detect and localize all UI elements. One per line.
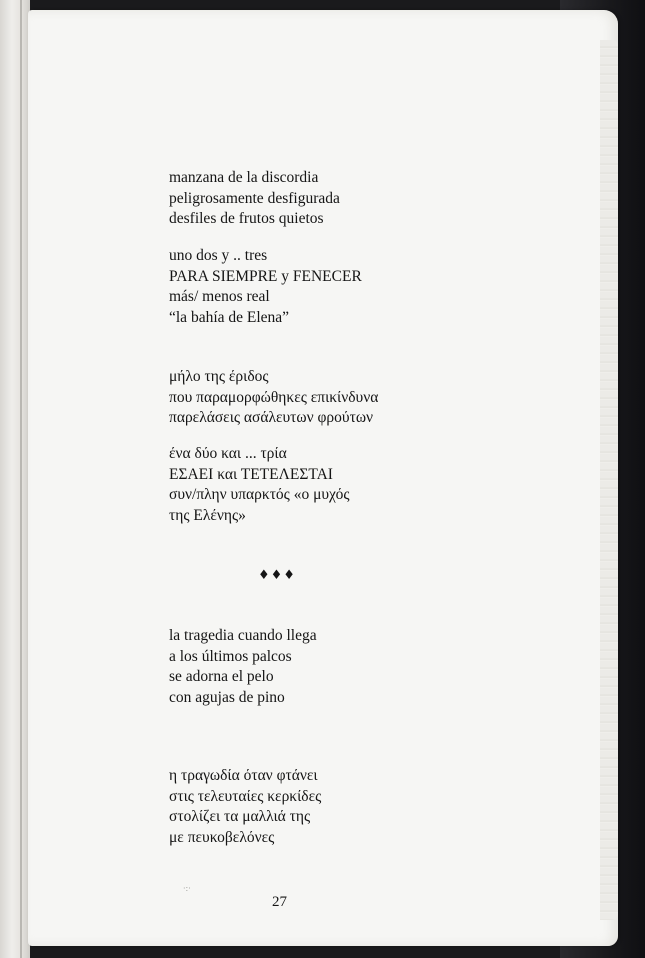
poem-line: ένα δύο και ... τρία xyxy=(169,445,287,462)
poem-line: της Ελένης» xyxy=(169,506,246,524)
stanza-spanish-3 xyxy=(169,626,317,708)
poem-line: desfiles de frutos quietos xyxy=(169,210,324,227)
page-number: 27 xyxy=(272,894,287,910)
poem-line: más/ menos real xyxy=(169,288,270,305)
poem-line: “la bahía de Elena” xyxy=(169,308,290,326)
poem-line: που παραμορφώθηκες επικίνδυνα xyxy=(169,388,379,406)
poem-line: peligrosamente desfigurada xyxy=(169,189,340,207)
section-divider-ornament: ♦♦♦ xyxy=(258,568,296,583)
poem-line: uno dos y .. tres xyxy=(169,247,268,264)
poem-line: παρελάσεις ασάλευτων φρούτων xyxy=(169,409,374,426)
paper-speck: ·:· xyxy=(183,884,191,893)
poem-line: con agujas de pino xyxy=(169,688,285,706)
poem-line: με πευκοβελόνες xyxy=(169,828,275,846)
poem-line: μήλο της έριδος xyxy=(169,368,269,385)
poem-line: manzana de la discordia xyxy=(169,169,319,186)
poem-line: se adorna el pelo xyxy=(169,668,274,685)
book-page xyxy=(28,10,618,946)
stanza-spanish-1 xyxy=(169,168,340,230)
poem-line: η τραγωδία όταν φτάνει xyxy=(169,767,318,784)
stanza-greek-3 xyxy=(169,766,321,848)
page-deckle-edge xyxy=(600,40,618,920)
stanza-greek-1 xyxy=(169,367,378,429)
poem-line: στολίζει τα μαλλιά της xyxy=(169,808,311,825)
stanza-greek-2 xyxy=(169,444,349,526)
poem-line: la tragedia cuando llega xyxy=(169,627,317,644)
stanza-spanish-2 xyxy=(169,246,362,328)
poem-line: a los últimos palcos xyxy=(169,647,292,665)
poem-line: ΕΣΑΕΙ και ΤΕΤΕΛΕΣΤΑΙ xyxy=(169,465,333,483)
left-page-stack xyxy=(0,0,30,958)
poem-line: PARA SIEMPRE y FENECER xyxy=(169,267,362,285)
poem-line: συν/πλην υπαρκτός «ο μυχός xyxy=(169,486,350,503)
poem-line: στις τελευταίες κερκίδες xyxy=(169,787,322,805)
